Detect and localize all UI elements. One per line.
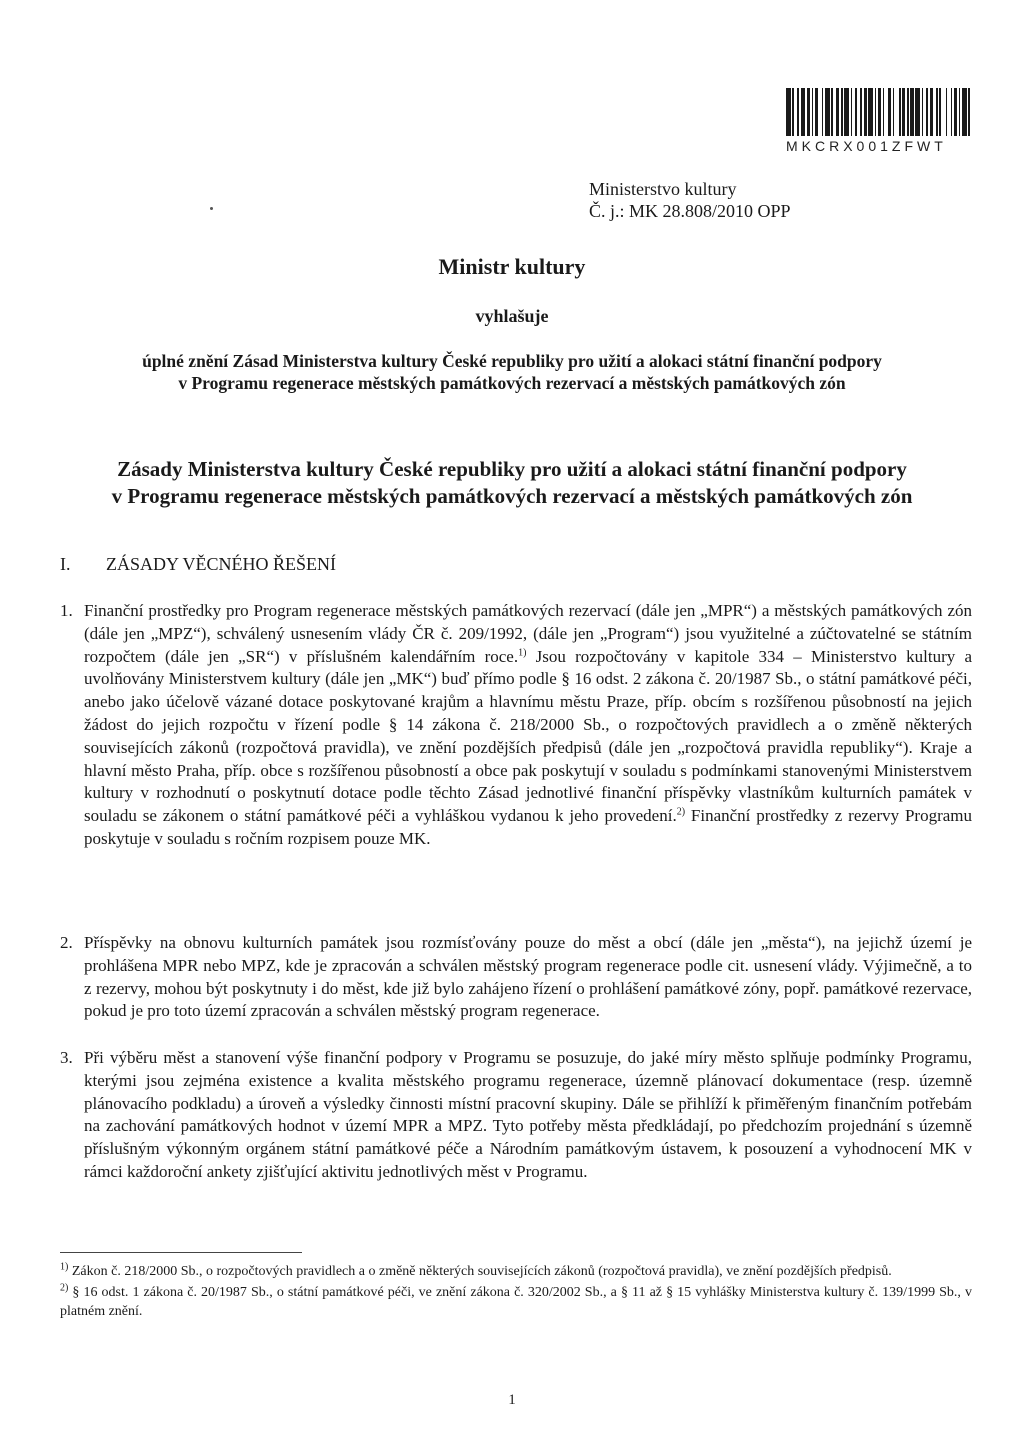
section-heading	[60, 554, 336, 575]
subject-heading	[40, 350, 984, 394]
paragraph-text: Příspěvky na obnovu kulturních památek jsou rozmísťovány pouze do měst a obcí (dále jen „města“), na jejichž území je prohlášena MPR nebo MPZ, kde je zpracován a schválen městský program regenerace podle cit. usnesení vlády. Výjimečně, a to z rezervy, mohou být poskytnuty i do měst, kde již bylo zahájeno řízení o prohlášení památkové zóny, popř. památkové rezervace, pokud je pro toto území zpracován a schválen městský program regenerace.	[84, 933, 972, 1021]
footnote-mark: 2)	[60, 1282, 69, 1294]
section-number: I.	[60, 554, 71, 574]
barcode-bars	[786, 88, 974, 136]
paragraph-text	[84, 600, 972, 851]
title-line-1: Zásady Ministerstva kultury České republiky pro užití a alokaci státní finanční podpory	[117, 457, 907, 481]
footnote-text: § 16 odst. 1 zákona č. 20/1987 Sb., o státní památkové péči, ve znění zákona č. 320/2002 Sb., a § 11 až § 15 vyhlášky Ministerstva kultury č. 139/1999 Sb., v platném znění.	[60, 1285, 972, 1319]
page-number: 1	[508, 1392, 516, 1408]
paragraph-text-part: Finanční prostředky pro Program regenerace městských památkových rezervací (dále jen „MPR“) a městských památkových zón (dále jen „MPZ“), schválený usnesením vlády ČR č. 209/1992, (dále jen „Program“) jsou využitelné a zúčtovatelné se státním rozpočtem (dále jen „SR“) v příslušném kalendářním roce.	[84, 601, 972, 666]
announcement-verb: vyhlašuje	[475, 306, 549, 326]
office-header	[589, 178, 791, 222]
footnote-mark: 1)	[60, 1261, 69, 1273]
paragraph-1	[60, 600, 972, 851]
document-title	[30, 456, 994, 510]
subject-line-1: úplné znění Zásad Ministerstva kultury České republiky pro užití a alokaci státní finanční podpory	[142, 351, 882, 371]
title-line-2: v Programu regenerace městských památkových rezervací a městských památkových zón	[111, 484, 913, 508]
barcode-text: MKCRX001ZFWT	[786, 138, 947, 154]
barcode-bar	[970, 88, 973, 136]
paragraph-2	[60, 932, 972, 1023]
scan-speck	[210, 207, 213, 210]
paragraph-number: 1.	[60, 601, 73, 620]
footnote-ref-2: 2)	[676, 806, 686, 818]
issuer-heading: Ministr kultury	[438, 254, 586, 279]
barcode	[786, 88, 974, 154]
reference-number: Č. j.: MK 28.808/2010 OPP	[589, 201, 791, 221]
section-title: ZÁSADY VĚCNÉHO ŘEŠENÍ	[106, 554, 337, 574]
paragraph-text-part: Finanční prostředky z rezervy Programu poskytuje v souladu s ročním rozpisem pouze MK.	[84, 806, 972, 848]
footnotes	[60, 1262, 972, 1323]
paragraph-text: Při výběru měst a stanovení výše finanční podpory v Programu se posuzuje, do jaké míry město splňuje podmínky Programu, kterými jsou zejména existence a kvalita městského programu regenerace, územně plánovací dokumentace (resp. územně plánovacího podkladu) a úroveň a výsledky činnosti místní pracovní skupiny. Dále se přihlíží k přiměřeným finančním potřebám na zachování památkových hodnot v území MPR a MPZ. Tyto potřeby města předkládají, po předchozím projednání s územně příslušným výkonným orgánem státní památkové péče a Národním památkovým ústavem, k posouzení a vyhodnocení MK v rámci každoroční ankety zjišťující aktivitu jednotlivých měst v Programu.	[84, 1048, 972, 1181]
paragraph-3	[60, 1047, 972, 1184]
footnote-1	[60, 1262, 972, 1281]
subject-line-2: v Programu regenerace městských památkových rezervací a městských památkových zón	[178, 373, 846, 393]
office-name: Ministerstvo kultury	[589, 179, 737, 199]
footnote-ref-1: 1)	[518, 646, 527, 658]
paragraph-number: 3.	[60, 1048, 73, 1067]
paragraph-text-part: Jsou rozpočtovány v kapitole 334 – Ministerstvo kultury a uvolňovány Ministerstvem kultury (dále jen „MK“) buď přímo podle § 16 odst. 2 zákona č. 20/1987 Sb., o státní památkové péči, anebo jako účelově vázané dotace poskytované krajům a hlavnímu městu Praze, příp. obcím s rozšířenou působností na jejich žádost do jejich rozpočtu v řízení podle § 14 zákona č. 218/2000 Sb., o rozpočtových pravidlech a o změně některých souvisejících zákonů (rozpočtová pravidla), ve znění pozdějších předpisů (dále jen „rozpočtová pravidla republiky“). Kraje a hlavní město Praha, příp. obce s rozšířenou působností a obce pak poskytují v souladu s podmínkami stanovenými Ministerstvem kultury v rozhodnutí o poskytnutí dotace podle těchto Zásad jednotlivé finanční příspěvky vlastníkům kulturních památek v souladu se zákonem o státní památkové péči a vyhláškou vydanou k jeho provedení.	[84, 646, 972, 826]
footnote-text: Zákon č. 218/2000 Sb., o rozpočtových pravidlech a o změně některých souvisejících zákonů (rozpočtová pravidla), ve znění pozdějších předpisů.	[68, 1264, 892, 1279]
paragraph-number: 2.	[60, 933, 73, 952]
footnote-divider	[60, 1252, 302, 1253]
footnote-2	[60, 1283, 972, 1321]
